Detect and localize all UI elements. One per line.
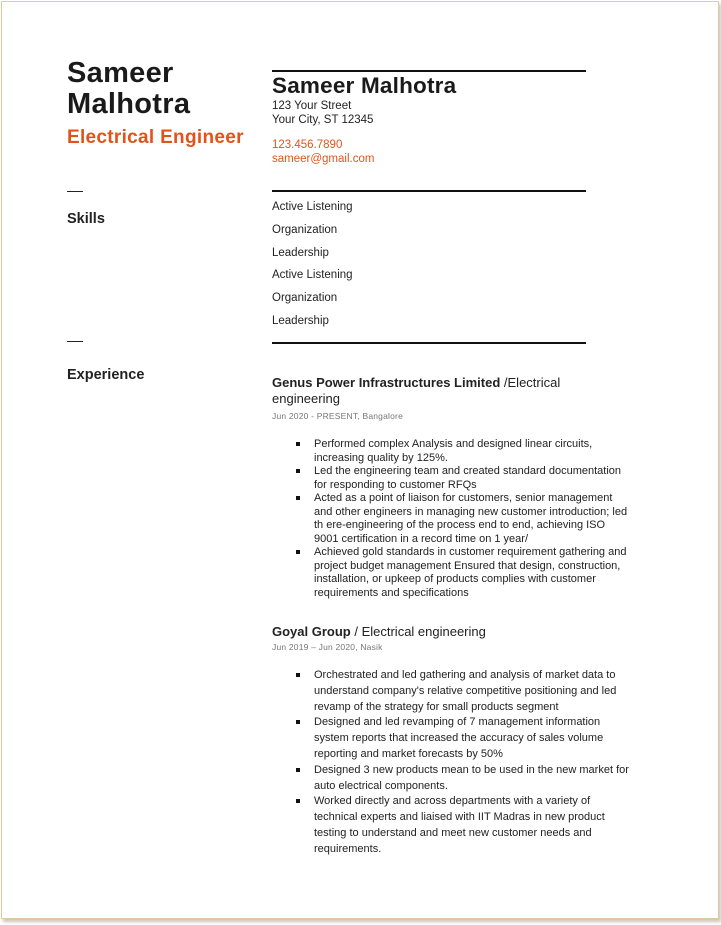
experience-heading: Experience xyxy=(67,367,145,383)
header-first-name: Sameer xyxy=(67,57,174,89)
header-name xyxy=(67,58,257,120)
skill-item: Leadership xyxy=(272,315,329,327)
job-role: / Electrical engineering xyxy=(350,624,486,639)
job-role: /Electrical engineering xyxy=(272,375,561,406)
header-last-name: Malhotra xyxy=(67,88,191,120)
skill-item: Active Listening xyxy=(272,201,353,213)
skill-item: Active Listening xyxy=(272,269,353,281)
header-job-title: Electrical Engineer xyxy=(67,127,244,148)
job-bullet: Designed 3 new products mean to be used in the new market for auto electrical components. xyxy=(296,763,631,795)
contact-city: Your City, ST 12345 xyxy=(272,114,374,126)
skill-item: Leadership xyxy=(272,247,329,259)
job-bullet: Worked directly and across departments with a variety of technical experts and liaised with IIT Madras in new product testing to understand and meet new customer needs and requirements. xyxy=(296,794,631,857)
job-bullet-list xyxy=(296,668,631,858)
contact-name: Sameer Malhotra xyxy=(272,73,457,98)
contact-phone: 123.456.7890 xyxy=(272,139,343,151)
job-date: Jun 2019 – Jun 2020, Nasik xyxy=(272,642,383,652)
job-company: Goyal Group xyxy=(272,624,351,639)
skill-item: Organization xyxy=(272,224,338,236)
job-bullet-list xyxy=(296,438,631,600)
job-company-line xyxy=(272,375,592,407)
job-bullet: Achieved gold standards in customer requirement gathering and project budget management Ensured that design, construction, installation, or upkeep of products complies with customer requirements and specifications xyxy=(296,546,631,600)
job-company-line xyxy=(272,624,592,640)
experience-divider xyxy=(67,341,83,342)
skills-heading: Skills xyxy=(67,211,105,227)
skills-top-rule xyxy=(272,190,586,192)
job-date: Jun 2020 - PRESENT, Bangalore xyxy=(272,411,404,421)
job-bullet: Orchestrated and led gathering and analysis of market data to understand company's relative competitive positioning and led revamp of the strategy for small products segment xyxy=(296,668,631,715)
job-bullet: Led the engineering team and created standard documentation for responding to customer RFQs xyxy=(296,465,631,492)
contact-top-rule xyxy=(272,70,586,72)
skills-divider xyxy=(67,191,83,192)
job-company: Genus Power Infrastructures Limited xyxy=(272,375,501,390)
contact-email[interactable]: sameer@gmail.com xyxy=(272,153,375,165)
job-bullet: Designed and led revamping of 7 management information system reports that increased the accuracy of sales volume reporting and market forecasts by 50% xyxy=(296,715,631,762)
skill-item: Organization xyxy=(272,292,338,304)
job-bullet: Performed complex Analysis and designed linear circuits, increasing quality by 125%. xyxy=(296,438,631,465)
contact-street: 123 Your Street xyxy=(272,100,352,112)
experience-top-rule xyxy=(272,342,586,344)
job-bullet: Acted as a point of liaison for customers, senior management and other engineers in managing new customer introduction; led th ere-engineering of the process end to end, achieving ISO 9001 certification in a record time on 1 year/ xyxy=(296,492,631,546)
